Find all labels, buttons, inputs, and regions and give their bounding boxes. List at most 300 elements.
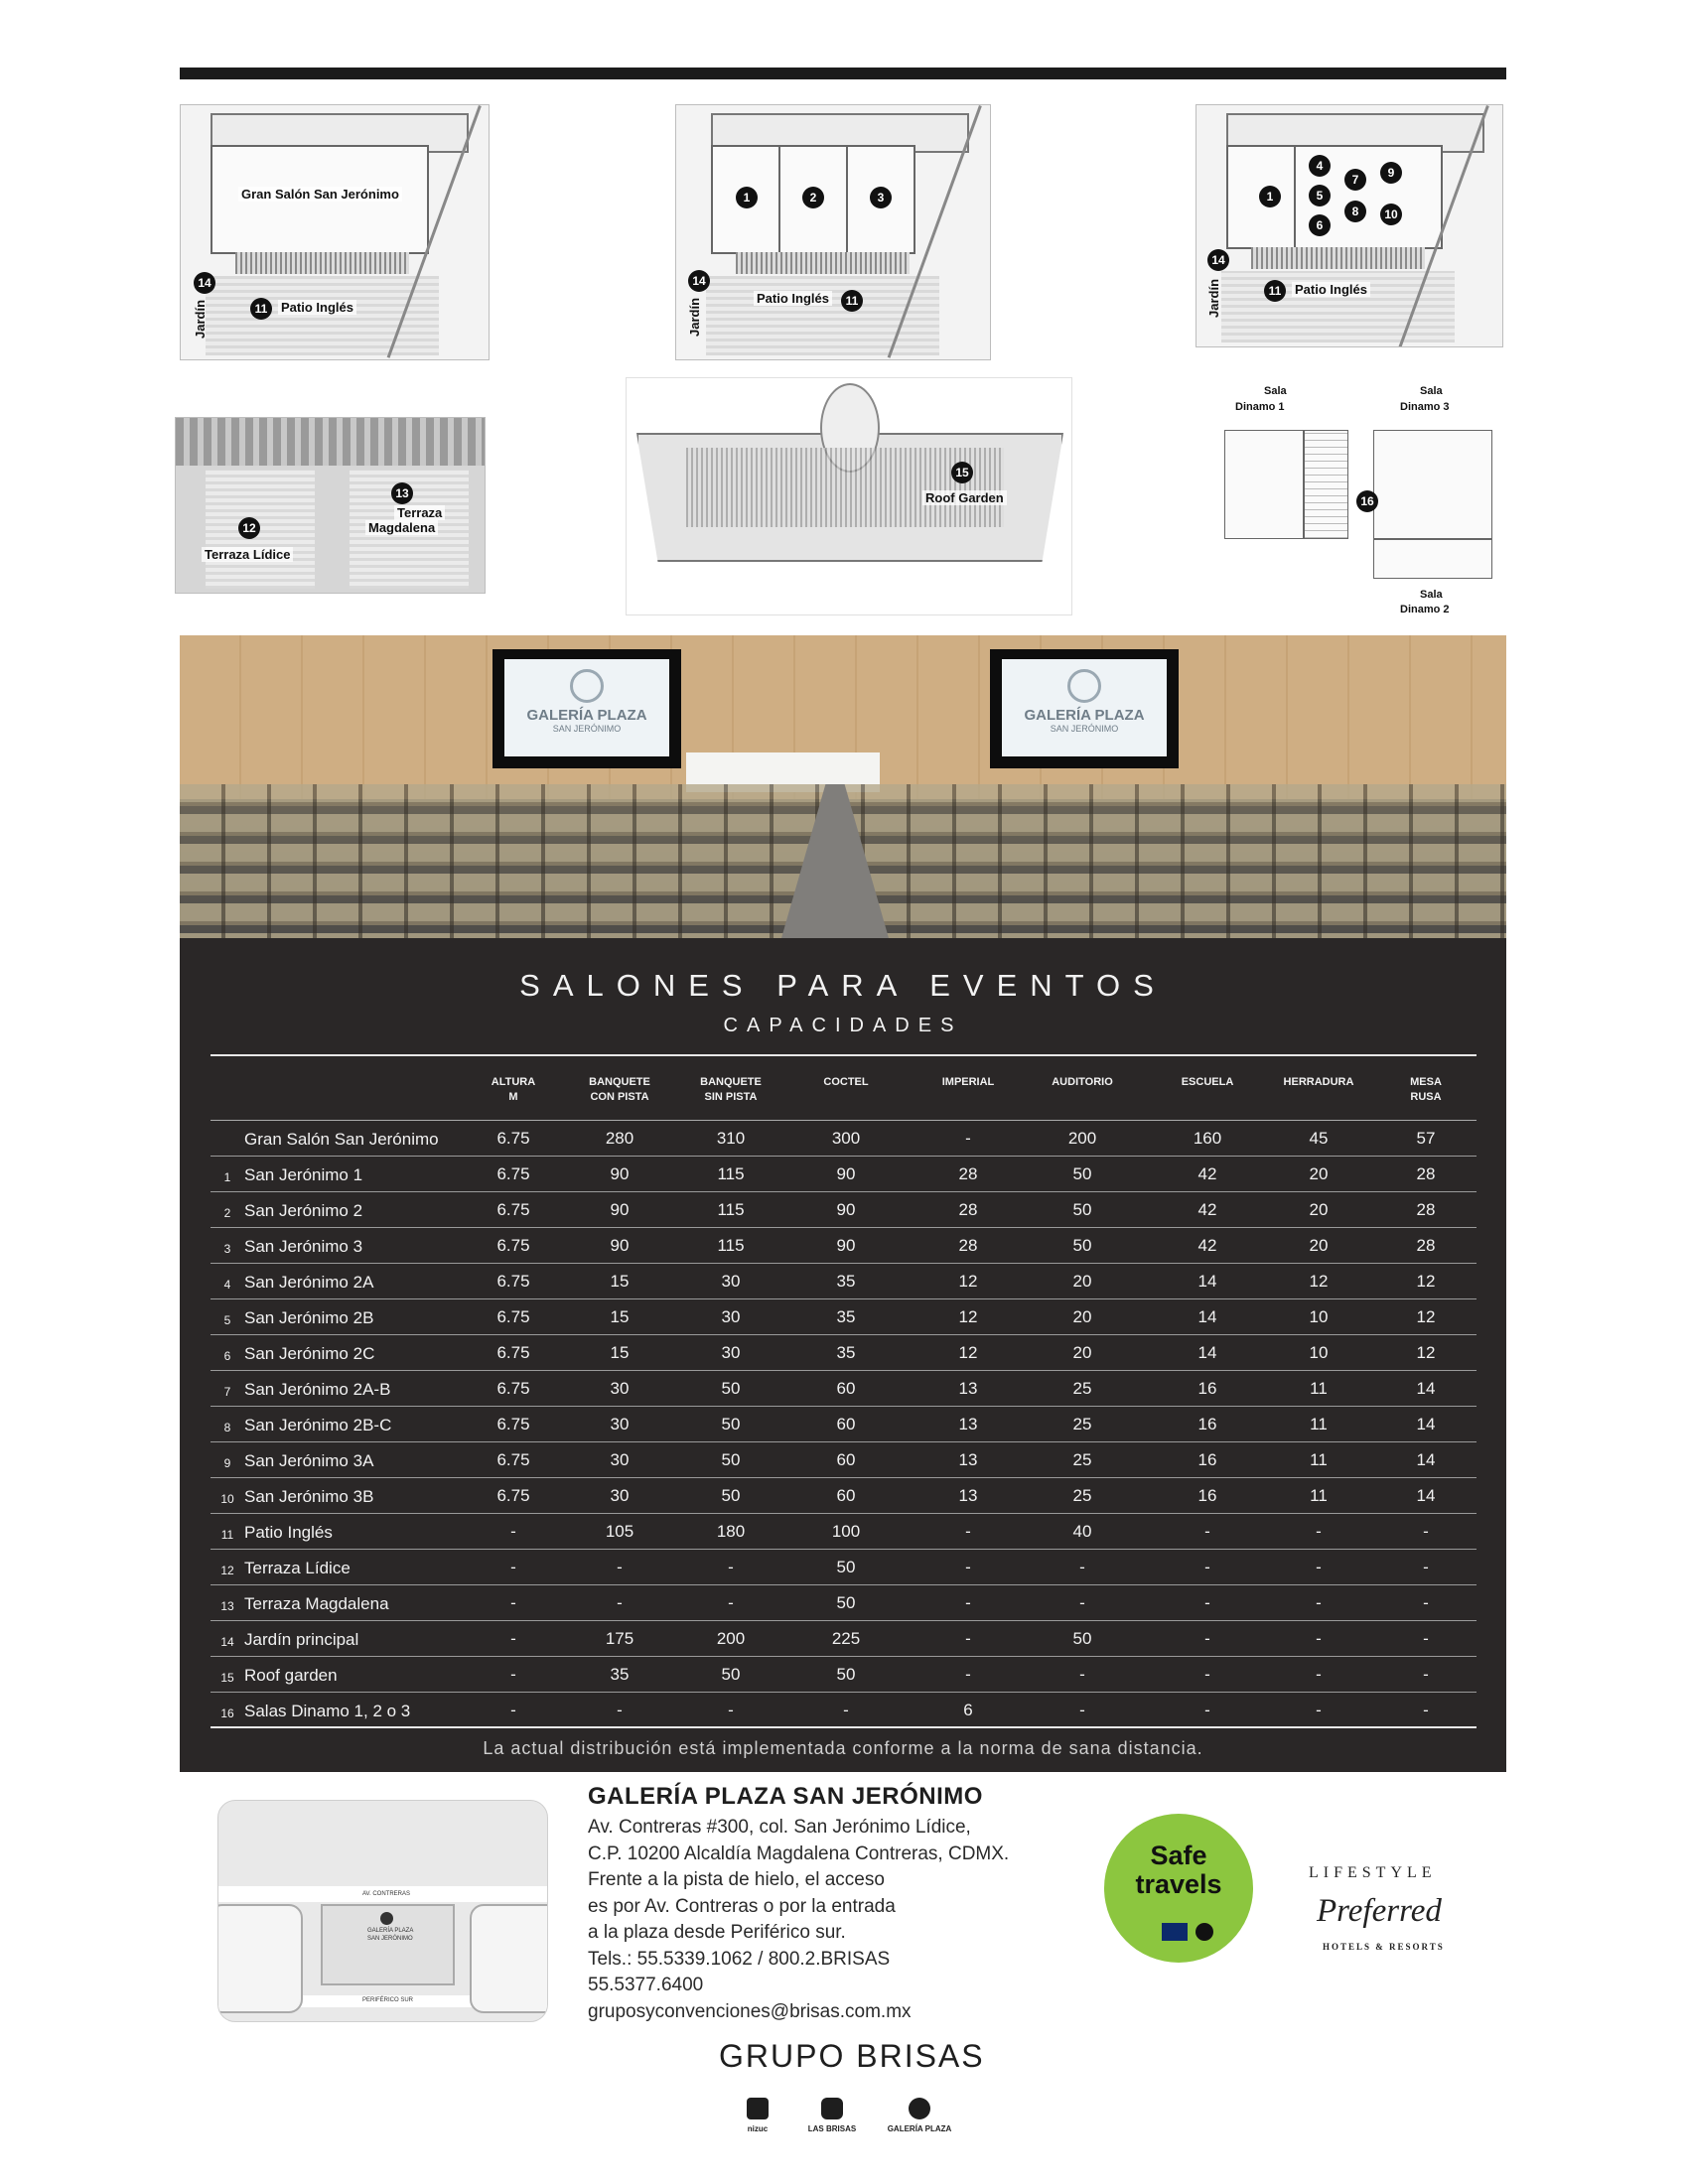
cell-value: - <box>1423 1593 1429 1612</box>
cell-value: 30 <box>610 1415 630 1433</box>
table-row <box>211 1371 1477 1407</box>
contact-line: es por Av. Contreras o por la entrada <box>588 1895 896 1917</box>
column-header <box>1269 1075 1368 1090</box>
badge-1: 1 <box>736 187 758 208</box>
badge-13: 13 <box>391 482 413 504</box>
cell-value: 6 <box>963 1701 973 1719</box>
contact-line: a la plaza desde Periférico sur. <box>588 1922 846 1943</box>
badge-11: 11 <box>1264 280 1286 302</box>
cell-value: 280 <box>605 1129 634 1148</box>
cell-value: 6.75 <box>496 1343 530 1362</box>
sala3-label-b: Dinamo 3 <box>1397 401 1453 413</box>
cell-value: 6.75 <box>496 1379 530 1398</box>
room-name: Salas Dinamo 1, 2 o 3 <box>244 1702 411 1720</box>
jardin-label: Jardín <box>1206 278 1221 318</box>
badge-3: 3 <box>870 187 892 208</box>
table-row <box>211 1478 1477 1514</box>
cell-value: 20 <box>1309 1236 1329 1255</box>
safe-line2: travels <box>1135 1869 1222 1899</box>
cell-value: - <box>965 1522 971 1541</box>
column-header <box>1033 1075 1132 1090</box>
cell-value: - <box>1079 1665 1085 1684</box>
cell-value: 90 <box>610 1236 630 1255</box>
cell-value: - <box>1204 1629 1210 1648</box>
cell-value: - <box>510 1593 516 1612</box>
row-number: 7 <box>223 1385 231 1399</box>
column-header-line1: ESCUELA <box>1181 1076 1234 1088</box>
cell-value: - <box>617 1558 623 1576</box>
contact-line: C.P. 10200 Alcaldía Magdalena Contreras, CDMX. <box>588 1843 1010 1864</box>
cell-value: - <box>1079 1701 1085 1719</box>
table-row <box>211 1693 1477 1728</box>
cell-value: 20 <box>1072 1343 1092 1362</box>
section-subtitle: CAPACIDADES <box>723 1015 963 1036</box>
cell-value: 200 <box>1067 1129 1097 1148</box>
table-row <box>211 1585 1477 1621</box>
distancing-note: La actual distribución está implementada conforme a la norma de sana distancia. <box>483 1738 1203 1758</box>
cell-value: - <box>1316 1629 1322 1648</box>
floorplan-dinamo <box>1213 384 1501 617</box>
column-header-line2: CON PISTA <box>590 1091 649 1103</box>
column-header-line1: HERRADURA <box>1283 1076 1354 1088</box>
table-row <box>211 1657 1477 1693</box>
cell-value: 30 <box>610 1379 630 1398</box>
cell-value: 90 <box>836 1200 856 1219</box>
ballroom-photo <box>180 635 1506 938</box>
room-name: San Jerónimo 3 <box>244 1237 363 1256</box>
cell-value: - <box>1316 1522 1322 1541</box>
jardin-label: Jardín <box>687 297 702 337</box>
hotels-resorts-text: HOTELS & RESORTS <box>1323 1942 1445 1952</box>
safe-travels-logo <box>1104 1814 1253 1963</box>
row-number: 11 <box>220 1528 234 1542</box>
cell-value: 225 <box>831 1629 861 1648</box>
floorplan-roof-garden <box>626 377 1072 615</box>
badge-1: 1 <box>1259 186 1281 207</box>
cell-value: 30 <box>721 1272 741 1291</box>
cell-value: - <box>1423 1629 1429 1648</box>
badge-15: 15 <box>951 462 973 483</box>
cell-value: 50 <box>721 1379 741 1398</box>
badge-10: 10 <box>1380 204 1402 225</box>
cell-value: - <box>728 1701 734 1719</box>
cell-value: - <box>510 1558 516 1576</box>
column-header <box>1158 1075 1257 1090</box>
cell-value: - <box>1204 1701 1210 1719</box>
cell-value: 10 <box>1309 1343 1329 1362</box>
column-header-line1: BANQUETE <box>589 1076 650 1088</box>
cell-value: 6.75 <box>496 1129 530 1148</box>
cell-value: 30 <box>721 1343 741 1362</box>
cell-value: 57 <box>1416 1129 1436 1148</box>
row-number: 3 <box>223 1242 231 1256</box>
cell-value: 50 <box>836 1558 856 1576</box>
screen-sub: SAN JERÓNIMO <box>552 724 622 734</box>
badge-7: 7 <box>1344 169 1366 191</box>
location-map <box>217 1800 548 2022</box>
cell-value: 50 <box>1072 1200 1092 1219</box>
cell-value: 300 <box>831 1129 861 1148</box>
cell-value: 13 <box>958 1379 978 1398</box>
table-row <box>211 1157 1477 1192</box>
room-name: San Jerónimo 3A <box>244 1451 374 1470</box>
cell-value: 12 <box>1416 1307 1436 1326</box>
cell-value: 60 <box>836 1415 856 1433</box>
magdalena-label-2: Magdalena <box>365 520 438 535</box>
nizuc-icon <box>747 2098 769 2119</box>
cell-value: 90 <box>836 1236 856 1255</box>
room-name: Terraza Magdalena <box>244 1594 389 1613</box>
patio-label: Patio Inglés <box>278 300 356 315</box>
cell-value: 25 <box>1072 1415 1092 1433</box>
room-name: San Jerónimo 2A-B <box>244 1380 391 1399</box>
column-header-line1: BANQUETE <box>700 1076 762 1088</box>
cell-value: 20 <box>1309 1200 1329 1219</box>
cell-value: 11 <box>1310 1486 1328 1505</box>
cell-value: - <box>965 1665 971 1684</box>
map-hotel-1: GALERÍA PLAZA <box>367 1928 414 1934</box>
cell-value: - <box>1423 1665 1429 1684</box>
cell-value: 14 <box>1416 1486 1436 1505</box>
cell-value: 90 <box>610 1164 630 1183</box>
cell-value: 13 <box>958 1415 978 1433</box>
cell-value: 60 <box>836 1379 856 1398</box>
cell-value: - <box>965 1593 971 1612</box>
cell-value: - <box>1079 1558 1085 1576</box>
cell-value: 50 <box>1072 1164 1092 1183</box>
cell-value: - <box>1316 1701 1322 1719</box>
map-hotel-2: SAN JERÓNIMO <box>367 1936 413 1942</box>
map-block-left <box>217 1904 303 2013</box>
room-name: San Jerónimo 2 <box>244 1201 363 1220</box>
column-header <box>681 1075 780 1105</box>
table-bottom-rule <box>211 1726 1477 1728</box>
table-row <box>211 1621 1477 1657</box>
floorplan-tres-salones <box>675 104 991 360</box>
cell-value: - <box>1316 1558 1322 1576</box>
badge-4: 4 <box>1309 155 1331 177</box>
row-number: 5 <box>223 1313 231 1327</box>
column-header <box>464 1075 563 1105</box>
floorplan-terrazas <box>175 417 486 594</box>
cell-value: - <box>1423 1701 1429 1719</box>
cell-value: 42 <box>1197 1164 1217 1183</box>
terrace-hatch <box>235 252 409 274</box>
hotel-name: GALERÍA PLAZA SAN JERÓNIMO <box>588 1783 983 1810</box>
cell-value: 35 <box>836 1272 856 1291</box>
cell-value: 12 <box>1416 1272 1436 1291</box>
cell-value: 25 <box>1072 1379 1092 1398</box>
cell-value: - <box>965 1629 971 1648</box>
room-name: Roof garden <box>244 1666 338 1685</box>
section-title: SALONES PARA EVENTOS <box>519 968 1167 1003</box>
screen-title: GALERÍA PLAZA <box>526 707 647 724</box>
roof-tables <box>686 448 1004 527</box>
cell-value: 45 <box>1309 1129 1329 1148</box>
cell-value: - <box>965 1558 971 1576</box>
cell-value: 6.75 <box>496 1307 530 1326</box>
column-header-line1: IMPERIAL <box>941 1076 995 1088</box>
cell-value: - <box>728 1558 734 1576</box>
badge-14: 14 <box>194 272 215 294</box>
contact-line: Av. Contreras #300, col. San Jerónimo Lídice, <box>588 1817 971 1838</box>
cell-value: 14 <box>1197 1307 1217 1326</box>
contact-line: Tels.: 55.5339.1062 / 800.2.BRISAS <box>588 1948 891 1970</box>
cell-value: 6.75 <box>496 1164 530 1183</box>
cell-value: - <box>1204 1665 1210 1684</box>
sala1-label-b: Dinamo 1 <box>1232 401 1288 413</box>
las-brisas-icon <box>821 2098 843 2119</box>
projection-screen-right <box>990 649 1179 768</box>
cell-value: 42 <box>1197 1200 1217 1219</box>
cell-value: 30 <box>610 1486 630 1505</box>
column-header-line1: MESA <box>1410 1076 1442 1088</box>
cell-value: 90 <box>610 1200 630 1219</box>
badge-11: 11 <box>250 298 272 320</box>
cell-value: - <box>965 1129 971 1148</box>
planter-row <box>176 418 485 466</box>
column-header <box>796 1075 896 1090</box>
row-number: 10 <box>220 1492 234 1506</box>
cell-value: 14 <box>1416 1450 1436 1469</box>
brand-nizuc: nizuc <box>747 2124 769 2133</box>
row-number: 6 <box>223 1349 231 1363</box>
column-header <box>570 1075 669 1105</box>
badge-14: 14 <box>688 270 710 292</box>
cell-value: 16 <box>1197 1379 1217 1398</box>
cell-value: 115 <box>717 1200 745 1219</box>
badge-6: 6 <box>1309 214 1331 236</box>
capacity-panel <box>180 938 1506 1772</box>
cell-value: 50 <box>721 1665 741 1684</box>
map-street-bottom: PERIFÉRICO SUR <box>362 1997 414 2003</box>
cell-value: - <box>510 1701 516 1719</box>
cell-value: 11 <box>1310 1450 1328 1469</box>
map-street-top: AV. CONTRERAS <box>362 1891 411 1897</box>
row-number: 14 <box>220 1635 234 1649</box>
column-header <box>1376 1075 1476 1105</box>
row-number: 4 <box>223 1278 231 1292</box>
cell-value: 28 <box>1416 1200 1436 1219</box>
row-number: 15 <box>220 1671 234 1685</box>
safe-line1: Safe <box>1150 1841 1207 1870</box>
contact-line: 55.5377.6400 <box>588 1975 704 1995</box>
sala-dinamo-3 <box>1373 430 1492 539</box>
badge-5: 5 <box>1309 185 1331 206</box>
cell-value: 28 <box>1416 1164 1436 1183</box>
cell-value: 10 <box>1309 1307 1329 1326</box>
cell-value: 35 <box>610 1665 630 1684</box>
row-number: 12 <box>220 1564 234 1577</box>
cell-value: 12 <box>1416 1343 1436 1362</box>
cell-value: - <box>1204 1593 1210 1612</box>
cell-value: 16 <box>1197 1415 1217 1433</box>
room-name: Jardín principal <box>244 1630 359 1649</box>
cell-value: 13 <box>958 1450 978 1469</box>
patio-label: Patio Inglés <box>1292 282 1370 297</box>
sala2-label-a: Sala <box>1417 589 1446 601</box>
cell-value: 12 <box>958 1272 978 1291</box>
galeria-logo-icon <box>1067 669 1101 703</box>
cell-value: 50 <box>836 1665 856 1684</box>
badge-2: 2 <box>802 187 824 208</box>
cell-value: - <box>617 1701 623 1719</box>
preferred-text: Preferred <box>1317 1893 1442 1929</box>
row-number: 9 <box>223 1456 231 1470</box>
brand-las-brisas: LAS BRISAS <box>807 2124 857 2133</box>
cell-value: 40 <box>1072 1522 1092 1541</box>
table-row <box>211 1407 1477 1442</box>
map-block-right <box>470 1904 548 2013</box>
cell-value: 28 <box>1416 1236 1436 1255</box>
sala-dinamo-2 <box>1373 539 1492 579</box>
cell-value: 60 <box>836 1486 856 1505</box>
hotel-marker-icon <box>380 1912 393 1925</box>
badge-12: 12 <box>238 517 260 539</box>
cell-value: 6.75 <box>496 1236 530 1255</box>
cell-value: 50 <box>836 1593 856 1612</box>
table-row <box>211 1264 1477 1299</box>
cell-value: - <box>1423 1522 1429 1541</box>
column-header <box>918 1075 1018 1090</box>
terrace-hatch <box>1251 247 1425 269</box>
row-number: 2 <box>223 1206 231 1220</box>
column-header-line1: COCTEL <box>823 1076 869 1088</box>
terrace-lidice-area <box>206 470 315 589</box>
cell-value: - <box>1316 1665 1322 1684</box>
cell-value: 20 <box>1309 1164 1329 1183</box>
column-header-line2: M <box>508 1091 518 1103</box>
room-name: Gran Salón San Jerónimo <box>244 1130 439 1149</box>
top-rule <box>180 68 1506 79</box>
cell-value: 50 <box>721 1450 741 1469</box>
cell-value: 11 <box>1310 1415 1328 1433</box>
cell-value: 20 <box>1072 1307 1092 1326</box>
cell-value: - <box>510 1522 516 1541</box>
galeria-logo-icon <box>570 669 604 703</box>
lifestyle-text: LIFESTYLE <box>1309 1864 1437 1881</box>
cell-value: - <box>1204 1522 1210 1541</box>
cell-value: - <box>1079 1593 1085 1612</box>
cell-value: 115 <box>717 1236 745 1255</box>
cell-value: 28 <box>958 1164 978 1183</box>
room-name: San Jerónimo 3B <box>244 1487 374 1506</box>
cell-value: - <box>510 1629 516 1648</box>
sala-dinamo-1 <box>1224 430 1304 539</box>
badge-11: 11 <box>841 290 863 312</box>
cell-value: 50 <box>721 1415 741 1433</box>
room-name: Patio Inglés <box>244 1523 333 1542</box>
cell-value: 25 <box>1072 1450 1092 1469</box>
table-row <box>211 1121 1477 1157</box>
table-top-rule <box>211 1054 1477 1056</box>
cell-value: - <box>1204 1558 1210 1576</box>
room-name: Terraza Lídice <box>244 1559 351 1577</box>
cell-value: 30 <box>721 1307 741 1326</box>
contact-line: gruposyconvenciones@brisas.com.mx <box>588 2000 912 2022</box>
cell-value: 11 <box>1310 1379 1328 1398</box>
column-header-line2: SIN PISTA <box>704 1091 758 1103</box>
cell-value: 14 <box>1197 1343 1217 1362</box>
cell-value: 60 <box>836 1450 856 1469</box>
galeria-plaza-icon <box>909 2098 930 2119</box>
magdalena-label-1: Terraza <box>394 505 445 520</box>
cell-value: 14 <box>1197 1272 1217 1291</box>
table-row <box>211 1228 1477 1264</box>
sala2-label-b: Dinamo 2 <box>1397 604 1453 615</box>
cell-value: 30 <box>610 1450 630 1469</box>
grupo-brisas-logo: GRUPO BRISAS <box>719 2038 985 2074</box>
row-number: 1 <box>223 1170 231 1184</box>
lidice-label: Terraza Lídice <box>202 547 293 562</box>
cell-value: 115 <box>717 1164 745 1183</box>
room-name: San Jerónimo 2B <box>244 1308 374 1327</box>
cell-value: 20 <box>1072 1272 1092 1291</box>
cell-value: 6.75 <box>496 1486 530 1505</box>
patio-label: Patio Inglés <box>754 291 832 306</box>
cell-value: 100 <box>831 1522 861 1541</box>
floorplan-salones-chicos <box>1196 104 1503 347</box>
cell-value: 50 <box>1072 1629 1092 1648</box>
cell-value: 6.75 <box>496 1415 530 1433</box>
cell-value: 35 <box>836 1307 856 1326</box>
room-name: San Jerónimo 2B-C <box>244 1416 392 1434</box>
cell-value: 13 <box>958 1486 978 1505</box>
cell-value: 90 <box>836 1164 856 1183</box>
row-number: 8 <box>223 1421 231 1434</box>
room-name: San Jerónimo 2A <box>244 1273 374 1292</box>
screen-title: GALERÍA PLAZA <box>1024 707 1145 724</box>
table-row <box>211 1192 1477 1228</box>
cell-value: 310 <box>716 1129 746 1148</box>
cell-value: 15 <box>610 1272 630 1291</box>
sala3-label-a: Sala <box>1417 385 1446 397</box>
cell-value: 12 <box>1309 1272 1329 1291</box>
room-label: Gran Salón San Jerónimo <box>238 187 402 202</box>
table-row <box>211 1442 1477 1478</box>
cell-value: 14 <box>1416 1379 1436 1398</box>
cell-value: 16 <box>1197 1486 1217 1505</box>
cell-value: 50 <box>721 1486 741 1505</box>
table-row <box>211 1335 1477 1371</box>
cell-value: - <box>1423 1558 1429 1576</box>
row-number: 13 <box>220 1599 234 1613</box>
cell-value: 28 <box>958 1200 978 1219</box>
cell-value: 15 <box>610 1307 630 1326</box>
terrace-hatch <box>736 252 910 274</box>
cell-value: 15 <box>610 1343 630 1362</box>
cell-value: 160 <box>1193 1129 1222 1148</box>
cell-value: 6.75 <box>496 1200 530 1219</box>
table-row <box>211 1514 1477 1550</box>
galeria-mini-logo-icon <box>1196 1923 1213 1941</box>
cell-value: - <box>843 1701 849 1719</box>
sala1-label-a: Sala <box>1261 385 1290 397</box>
cell-value: 25 <box>1072 1486 1092 1505</box>
cell-value: 16 <box>1197 1450 1217 1469</box>
cell-value: - <box>728 1593 734 1612</box>
cell-value: - <box>1316 1593 1322 1612</box>
cell-value: 50 <box>1072 1236 1092 1255</box>
room-name: San Jerónimo 2C <box>244 1344 375 1363</box>
cell-value: 6.75 <box>496 1450 530 1469</box>
stairs <box>1304 430 1348 539</box>
cell-value: 28 <box>958 1236 978 1255</box>
cell-value: 175 <box>605 1629 634 1648</box>
table-row <box>211 1550 1477 1585</box>
brand-galeria-plaza: GALERÍA PLAZA <box>887 2124 952 2133</box>
wttc-logo-icon <box>1162 1923 1188 1941</box>
